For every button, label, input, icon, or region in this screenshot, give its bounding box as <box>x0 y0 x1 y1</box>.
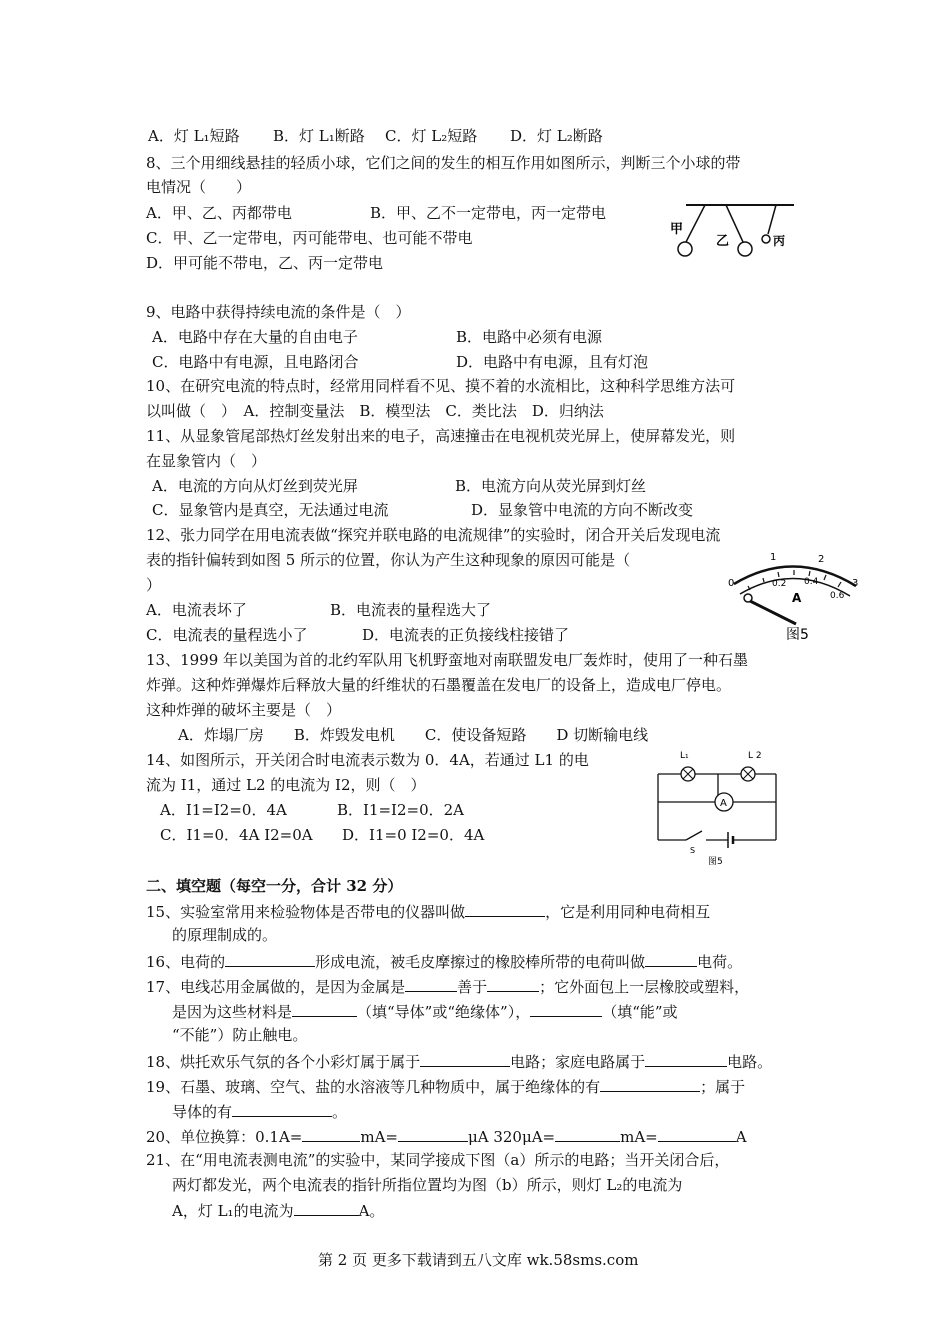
q20-text-e: A <box>735 1128 747 1146</box>
q14-circuit-figure <box>650 746 782 868</box>
q10-stem-line2: 以叫做（ ） A．控制变量法 B．模型法 C．类比法 D．归纳法 <box>146 402 604 420</box>
figure-caption: 图5 <box>786 627 809 643</box>
q20-blank-4[interactable] <box>658 1125 736 1142</box>
label-bing: 丙 <box>773 234 786 248</box>
tick-7 <box>838 582 841 587</box>
q14-option-b: B．I1=I2=0．2A <box>337 801 465 819</box>
q9-option-d: D．电路中有电源，且有灯泡 <box>456 353 649 371</box>
q17-line1 <box>146 975 749 997</box>
thread-jia <box>686 205 705 242</box>
tick-2 <box>763 578 764 582</box>
label-l1: L₁ <box>680 751 689 761</box>
q14-option-c: C．I1=0．4A I2=0A <box>160 826 313 844</box>
q13-stem-line3: 这种炸弹的破坏主要是（ ） <box>146 701 342 719</box>
q17-blank-4[interactable] <box>530 1000 602 1017</box>
bottom-label-06: 0.6 <box>830 591 845 601</box>
ball-jia <box>678 242 692 256</box>
q13-stem-line1: 13、1999 年以美国为首的北约军队用飞机野蛮地对南联盟发电厂轰炸时，使用了一种石墨 <box>146 651 749 669</box>
q19-text-c: 导体的有 <box>172 1103 233 1121</box>
q9-stem: 9、电路中获得持续电流的条件是（ ） <box>146 303 411 321</box>
switch-blade <box>686 831 702 840</box>
q12-option-a: A．电流表坏了 <box>146 601 247 619</box>
q13-options: A．炸塌厂房 B．炸毁发电机 C．使设备短路 D 切断输电线 <box>178 726 649 744</box>
q11-option-a: A．电流的方向从灯丝到荧光屏 <box>152 477 358 495</box>
q11-option-c: C．显象管内是真空，无法通过电流 <box>152 501 389 519</box>
q20-blank-1[interactable] <box>302 1125 360 1142</box>
q11-option-b: B．电流方向从荧光屏到灯丝 <box>455 477 647 495</box>
dial-outer-arc <box>734 566 856 586</box>
q8-hanging-balls-figure <box>668 198 798 264</box>
top-label-1: 1 <box>770 552 777 563</box>
q8-option-b: B．甲、乙不一定带电，丙一定带电 <box>370 204 607 222</box>
q20-text-a: 20、单位换算：0.1A= <box>146 1128 303 1146</box>
q9-option-a: A．电路中存在大量的自由电子 <box>152 328 358 346</box>
q19-text-a: 19、石墨、玻璃、空气、盐的水溶液等几种物质中，属于绝缘体的有 <box>146 1078 601 1096</box>
q17-blank-1[interactable] <box>405 975 457 992</box>
q10-stem-line1: 10、在研究电流的特点时，经常用同样看不见、摸不着的水流相比，这种科学思维方法可 <box>146 377 736 395</box>
ball-bing <box>762 235 770 243</box>
bottom-label-0: 0 <box>728 578 735 589</box>
q7-option-d: D．灯 L₂断路 <box>510 127 603 145</box>
q20-blank-2[interactable] <box>398 1125 468 1142</box>
q17-line2 <box>172 1000 678 1022</box>
q18-text-c: 电路。 <box>727 1053 773 1071</box>
bottom-label-04: 0.4 <box>804 577 819 587</box>
q8-stem-line2: 电情况（ ） <box>146 178 252 196</box>
q7-option-b: B．灯 L₁断路 <box>273 127 365 145</box>
ammeter-label: A <box>720 798 727 809</box>
q12-option-d: D．电流表的正负接线柱接错了 <box>362 626 570 644</box>
q15-blank-1[interactable] <box>465 900 545 917</box>
q12-stem-line1: 12、张力同学在用电流表做“探究并联电路的电流规律”的实验时，闭合开关后发现电流 <box>146 526 721 544</box>
q21-line3 <box>172 1199 384 1221</box>
needle <box>748 600 796 624</box>
q12-option-c: C．电流表的量程选小了 <box>146 626 308 644</box>
q20-text-b: mA= <box>360 1128 398 1146</box>
q20-text-d: mA= <box>620 1128 658 1146</box>
q16-blank-1[interactable] <box>225 950 315 967</box>
top-label-2: 2 <box>818 554 825 565</box>
ball-yi <box>738 242 752 256</box>
q16-text-c: 电荷。 <box>697 953 743 971</box>
q14-stem-line1: 14、如图所示，开关闭合时电流表示数为 0．4A，若通过 L1 的电 <box>146 751 589 769</box>
q19-blank-1[interactable] <box>600 1075 700 1092</box>
q14-stem-line2: 流为 I1，通过 L2 的电流为 I2，则（ ） <box>146 776 426 794</box>
q8-stem-line1: 8、三个用细线悬挂的轻质小球，它们之间的发生的相互作用如图所示，判断三个小球的带 <box>146 154 741 172</box>
q17-text-f: （填“能”或 <box>602 1003 678 1021</box>
q21-text-a: A，灯 L₁的电流为 <box>172 1202 294 1220</box>
q8-option-d: D．甲可能不带电，乙、丙一定带电 <box>146 254 384 272</box>
q19-line1 <box>146 1075 745 1097</box>
q21-blank-1[interactable] <box>294 1199 359 1216</box>
q17-line3: “不能”）防止触电。 <box>172 1026 308 1044</box>
q7-option-a: A．灯 L₁短路 <box>148 127 240 145</box>
label-yi: 乙 <box>716 234 730 249</box>
q11-stem-line2: 在显象管内（ ） <box>146 452 267 470</box>
q15-line1 <box>146 900 710 922</box>
q21-line2: 两灯都发光，两个电流表的指针所指位置均为图（b）所示，则灯 L₂的电流为 <box>172 1176 683 1194</box>
q12-stem-line3: ） <box>146 576 162 594</box>
q18-line <box>146 1050 772 1072</box>
q9-option-c: C．电路中有电源，且电路闭合 <box>152 353 359 371</box>
q12-ammeter-dial-figure <box>726 546 864 644</box>
tick-3 <box>778 572 779 577</box>
q19-blank-2[interactable] <box>232 1100 332 1117</box>
q21-text-b: A。 <box>358 1202 385 1220</box>
q19-line2 <box>172 1100 347 1122</box>
tick-6 <box>824 575 826 580</box>
q20-text-c: μA 320μA= <box>467 1128 556 1146</box>
page-footer: 第 2 页 更多下载请到五八文库 wk.58sms.com <box>318 1251 639 1269</box>
q20-blank-3[interactable] <box>555 1125 620 1142</box>
q8-option-c: C．甲、乙一定带电，丙可能带电、也可能不带电 <box>146 229 473 247</box>
q19-text-d: 。 <box>332 1103 348 1121</box>
section-2-title: 二、填空题（每空一分，合计 32 分） <box>146 877 403 895</box>
q12-stem-line2: 表的指针偏转到如图 5 所示的位置，你认为产生这种现象的原因可能是（ <box>146 551 631 569</box>
label-l2: L 2 <box>748 751 762 761</box>
pivot <box>744 594 752 602</box>
q12-option-b: B．电流表的量程选大了 <box>330 601 492 619</box>
q13-stem-line2: 炸弹。这种炸弹爆炸后释放大量的纤维状的石墨覆盖在发电厂的设备上，造成电厂停电。 <box>146 676 732 694</box>
end-label-3: 3 <box>852 578 859 589</box>
q21-line1: 21、在“用电流表测电流”的实验中，某同学接成下图（a）所示的电路；当开关闭合后， <box>146 1151 730 1169</box>
q16-text-b: 形成电流，被毛皮摩擦过的橡胶棒所带的电荷叫做 <box>315 953 646 971</box>
q11-stem-line1: 11、从显象管尾部热灯丝发射出来的电子，高速撞击在电视机荧光屏上，使屏幕发光，则 <box>146 427 736 445</box>
q17-blank-2[interactable] <box>487 975 539 992</box>
q15-text-a: 15、实验室常用来检验物体是否带电的仪器叫做 <box>146 903 466 921</box>
q17-text-e: （填“导体”或“绝缘体”）， <box>357 1003 531 1021</box>
q9-option-b: B．电路中必须有电源 <box>456 328 603 346</box>
q17-text-c: ；它外面包上一层橡胶或塑料， <box>539 978 750 996</box>
q20-line <box>146 1125 747 1147</box>
label-s: S <box>690 846 696 855</box>
q15-text-b: ，它是利用同种电荷相互 <box>545 903 711 921</box>
q18-text-b: 电路；家庭电路属于 <box>510 1053 646 1071</box>
q16-blank-2[interactable] <box>645 950 697 967</box>
q17-text-a: 17、电线芯用金属做的，是因为金属是 <box>146 978 406 996</box>
q14-option-a: A．I1=I2=0．4A <box>160 801 287 819</box>
q15-line2: 的原理制成的。 <box>172 926 278 944</box>
q18-blank-2[interactable] <box>645 1050 727 1067</box>
q18-text-a: 18、烘托欢乐气氛的各个小彩灯属于属于 <box>146 1053 421 1071</box>
bottom-label-02: 0.2 <box>772 579 787 589</box>
q16-text-a: 16、电荷的 <box>146 953 226 971</box>
figure-caption: 图5 <box>708 857 723 867</box>
q14-option-d: D．I1=0 I2=0．4A <box>342 826 485 844</box>
q18-blank-1[interactable] <box>420 1050 510 1067</box>
q17-text-d: 是因为这些材料是 <box>172 1003 293 1021</box>
q7-option-c: C．灯 L₂短路 <box>385 127 478 145</box>
q17-text-b: 善于 <box>457 978 488 996</box>
tick-5 <box>809 571 810 576</box>
q16-line <box>146 950 742 972</box>
q8-option-a: A．甲、乙、丙都带电 <box>146 204 292 222</box>
q17-blank-3[interactable] <box>292 1000 357 1017</box>
q19-text-b: ；属于 <box>700 1078 746 1096</box>
thread-bing <box>768 205 776 234</box>
q11-option-d: D．显象管中电流的方向不断改变 <box>471 501 694 519</box>
unit-label: A <box>792 591 802 605</box>
label-jia: 甲 <box>670 222 684 237</box>
